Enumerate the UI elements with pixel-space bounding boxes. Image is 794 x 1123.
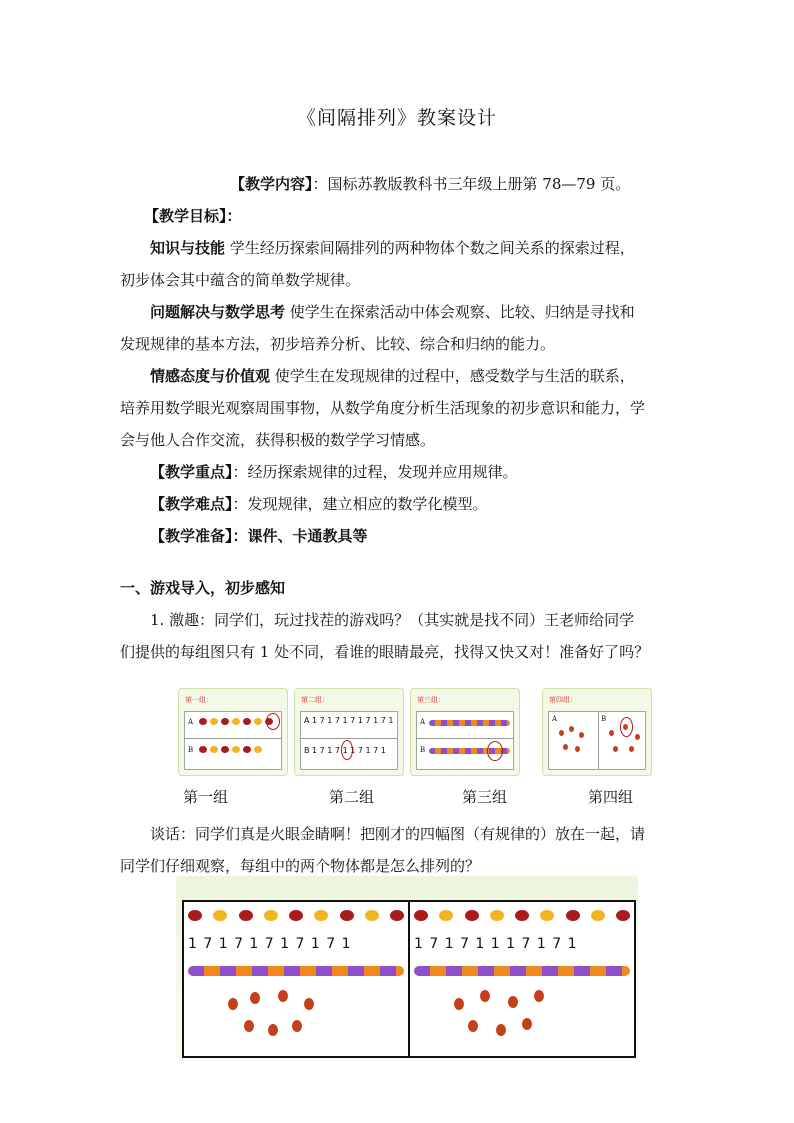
goal-text: 初步体会其中蕴含的简单数学规律。 [120,271,361,289]
key-point-text: ：经历探索规律的过程，发现并应用规律。 [232,463,518,481]
step-one-line: 们提供的每组图只有 1 处不同，看谁的眼睛最亮，找得又快又对！准备好了吗？ [120,643,650,661]
thumbnail-header: 第四组： [549,696,577,704]
caption: 第二组 [329,788,375,806]
thumbnail-group-3 [410,688,520,776]
goal-text: 使学生在探索活动中体会观察、比较、归纳是寻找和 [285,303,635,321]
row-label: A [420,718,426,726]
fruit-row [199,746,262,753]
key-point-label: 【教学重点】 [150,463,233,481]
fruit-row [199,718,273,725]
goal-thinking [120,296,680,360]
difference-circle [266,713,280,730]
goal-attitude [120,360,680,456]
goals-heading: 【教学目标】： [144,207,242,225]
caption: 第三组 [462,788,508,806]
goal-knowledge [120,232,680,296]
caption: 第一组 [183,788,229,806]
difference-circle [341,740,353,760]
step-one [120,604,680,668]
spot-difference-thumbnails [0,688,794,778]
row-label: B [420,746,426,754]
number-row: 1 7 1 7 1 7 1 7 1 7 1 [188,936,352,952]
caption: 第四组 [588,788,634,806]
thumbnail-group-1 [178,688,288,776]
thumbnail-header: 第一组： [185,696,213,704]
panel-label: A [552,715,558,723]
preparation [150,520,710,552]
difference-circle [487,741,503,761]
thumbnail-header: 第二组： [301,696,329,704]
step-one-line: 1. 激趣：同学们，玩过找茬的游戏吗？（其实就是找不同）王老师给同学 [150,611,635,629]
number-row: A 1 7 1 7 1 7 1 7 1 7 1 [304,716,394,725]
content-text: ：国标苏教版教科书三年级上册第 78—79 页。 [312,175,631,193]
goal-label: 知识与技能 [150,239,226,257]
butterfly-row [414,966,630,976]
thumbnail-group-4 [542,688,652,776]
difficulty [150,488,710,520]
goal-text: 使学生在发现规律的过程中，感受数学与生活的联系， [270,367,635,385]
talk-line: 同学们仔细观察，每组中的两个物体都是怎么排列的？ [120,857,481,875]
content-label: 【教学内容】 [230,175,313,193]
goal-label: 问题解决与数学思考 [150,303,286,321]
goal-label: 情感态度与价值观 [150,367,271,385]
key-point [150,456,710,488]
goal-text: 学生经历探索间隔排列的两种物体个数之间关系的探索过程， [225,239,635,257]
comparison-panel-right [408,900,636,1058]
difference-circle [620,717,633,737]
number-row: 1 7 1 7 1 1 1 7 1 7 1 [414,936,578,952]
thumbnail-group-2 [294,688,404,776]
butterfly-row [188,966,404,976]
difficulty-label: 【教学难点】 [150,495,233,513]
panel-label: B [601,715,607,723]
document-title: 《间隔排列》教案设计 [296,107,497,129]
section-heading: 一、游戏导入，初步感知 [120,579,286,597]
talk-paragraph [120,818,680,882]
butterfly-row [429,720,510,726]
fruit-row [188,910,404,921]
comparison-panel-left [182,900,410,1058]
fruit-row [414,910,630,921]
goal-text: 发现规律的基本方法，初步培养分析、比较、综合和归纳的能力。 [120,335,556,353]
thumbnail-header: 第三组： [417,696,445,704]
talk-line: 谈话：同学们真是火眼金睛啊！把刚才的四幅图（有规律的）放在一起，请 [150,825,646,843]
preparation-text: ：课件、卡通教具等 [232,527,368,545]
preparation-label: 【教学准备】 [150,527,233,545]
teaching-content [230,168,680,200]
comparison-slide [176,876,638,1060]
row-label: A [188,718,194,726]
goal-text: 会与他人合作交流，获得积极的数学学习情感。 [120,431,436,449]
goal-text: 培养用数学眼光观察周围事物，从数学角度分析生活现象的初步意识和能力，学 [120,399,646,417]
difficulty-text: ：发现规律，建立相应的数学化模型。 [232,495,488,513]
row-label: B [188,746,194,754]
number-row: B 1 7 1 7 1 1 7 1 7 1 [304,746,386,755]
